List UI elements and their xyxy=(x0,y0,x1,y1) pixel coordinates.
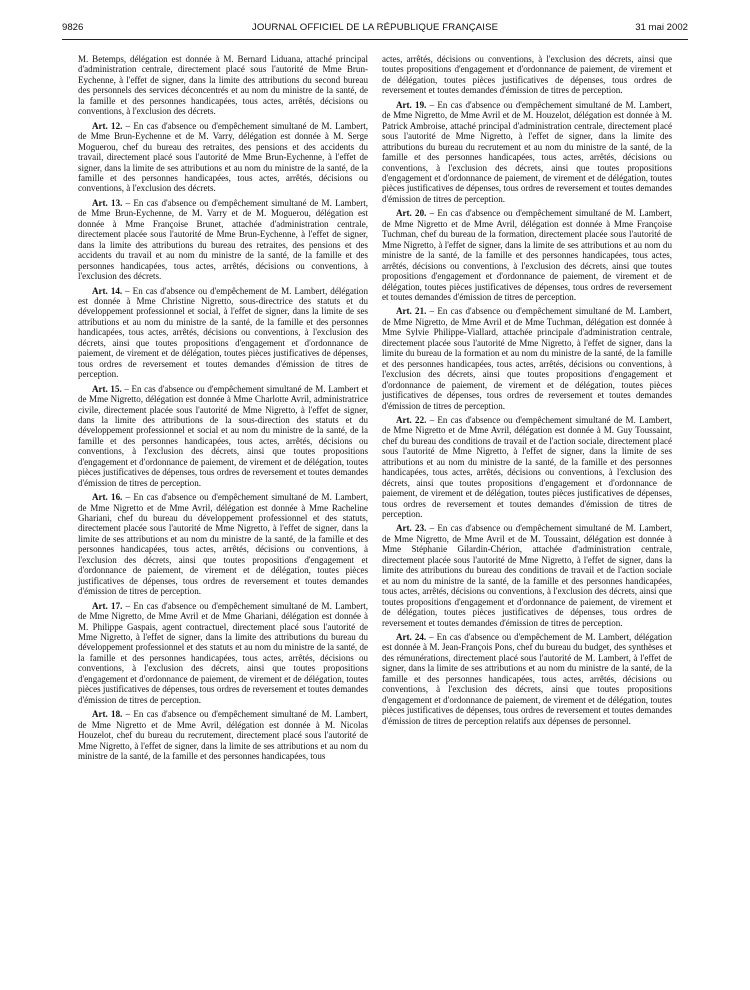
article-16 xyxy=(78,492,368,597)
article-14 xyxy=(78,286,368,380)
article-text: – En cas d'absence ou d'empêchement simultané de M. Lambert, de Mme Nigretto et de Mme Avril, délégation est donnée à M. Nicolas Houzelot, chef du bureau du recrutement, directement placé sous l'autorité de Mme Nigretto, à l'effet de signer, dans la limite de ses attributions et au nom du ministre de la santé, de la famille et des personnes handicapées, tous xyxy=(78,709,368,761)
article-label: Art. 20. xyxy=(396,208,427,219)
article-text: – En cas d'absence ou d'empêchement simultané de M. Lambert, de Mme Brun-Eychenne et de M. Varry, délégation est donnée à M. Serge Moguerou, chef du bureau des retraites, des pensions et des accidents du travail, directement placé sous l'autorité de Mme Brun-Eychenne, à l'effet de signer, dans la limite de ses attributions et au nom du ministre de la santé, de la famille et des personnes handicapées, tous actes, arrêtés, décisions ou conventions, à l'exclusion des décrets. xyxy=(78,120,368,194)
paragraph-continuation xyxy=(78,54,368,117)
article-22 xyxy=(382,415,672,520)
article-21 xyxy=(382,306,672,411)
paragraph-continuation xyxy=(382,54,672,96)
left-column xyxy=(78,54,368,765)
article-text: – En cas d'absence ou d'empêchement de M. Lambert, délégation est donnée à Mme Christine Nigretto, sous-directrice des statuts et du développement professionnel et social, à l'effet de signer, dans la limite de ses attributions et au nom du ministre de la santé, de la famille et des personnes handicapées, tous actes, arrêtés, décisions ou conventions, à l'exclusion des décrets, ainsi que toutes propositions d'engagement et d'ordonnance de paiement, de virement et de délégation, toutes pièces justificatives de dépenses, tous ordres de reversement et toutes demandes d'émission de titres de perception. xyxy=(78,285,368,380)
article-label: Art. 12. xyxy=(92,120,123,131)
article-text: – En cas d'absence ou d'empêchement simultané de M. Lambert, de Mme Nigretto et de Mme Avril, délégation est donnée à Mme Racheline Ghariani, chef du bureau du développement professionnel et des statuts, directement placée sous l'autorité de Mme Nigretto, à l'effet de signer, dans la limite de ses attributions et au nom du ministre de la santé, de la famille et des personnes handicapées, tous actes, arrêtés, décisions ou conventions, à l'exclusion des décrets, ainsi que toutes propositions d'engagement et d'ordonnance de paiement, de virement et de délégation, toutes pièces justificatives de dépenses, tous ordres de reversement et toutes demandes d'émission de titres de perception. xyxy=(78,492,368,597)
article-text: – En cas d'absence ou d'empêchement simultané de M. Lambert et de Mme Nigretto, délégation est donnée à Mme Charlotte Avril, administratrice civile, directement placée sous l'autorité de Mme Nigretto, à l'effet de signer, dans la limite des attributions de la sous-direction des statuts et du développement professionnel et social et au nom du ministre de la santé, de la famille et des personnes handicapées, tous actes, arrêtés, décisions ou conventions, à l'exclusion des décrets, ainsi que toutes propositions d'engagement et d'ordonnance de paiement, de virement et de délégation, toutes pièces justificatives de dépenses, tous ordres de reversement et toutes demandes d'émission de titres de perception. xyxy=(78,383,368,488)
article-label: Art. 16. xyxy=(92,492,123,503)
article-18 xyxy=(78,709,368,761)
article-label: Art. 18. xyxy=(92,709,123,720)
header-rule xyxy=(62,39,688,40)
article-label: Art. 15. xyxy=(92,383,122,394)
article-24 xyxy=(382,632,672,726)
paragraph-text: M. Betemps, délégation est donnée à M. Bernard Liduana, attaché principal d'administration centrale, directement placé sous l'autorité de Mme Brun-Eychenne, à l'effet de signer, dans la limite des attributions du second bureau des personnels des services déconcentrés et au nom du ministre de la santé, de la famille et des personnes handicapées, tous actes, arrêtés, décisions ou conventions, à l'exclusion des décrets. xyxy=(78,54,368,117)
article-13 xyxy=(78,198,368,282)
article-label: Art. 21. xyxy=(396,306,427,317)
article-label: Art. 23. xyxy=(396,523,427,534)
article-label: Art. 17. xyxy=(92,600,123,611)
article-17 xyxy=(78,601,368,706)
article-19 xyxy=(382,100,672,205)
article-text: – En cas d'absence ou d'empêchement simultané de M. Lambert, de Mme Nigretto et de Mme Avril, délégation est donnée à Mme Françoise Tuchman, chef du bureau de la formation, directement placée sous l'autorité de Mme Nigretto, à l'effet de signer, dans la limite de ses attributions et au nom du ministre de la santé, de la famille et des personnes handicapées, tous actes, arrêtés, décisions ou conventions, à l'exclusion des décrets, ainsi que toutes propositions d'engagement et d'ordonnance de paiement, de virement et de délégation, toutes pièces justificatives de dépenses, tous ordres de reversement et toutes demandes d'émission de titres de perception. xyxy=(382,208,672,302)
article-label: Art. 24. xyxy=(396,632,427,643)
right-column xyxy=(382,54,672,730)
article-text: – En cas d'absence ou d'empêchement simultané de M. Lambert, de Mme Nigretto, de Mme Avril et de Mme Tuchman, délégation est donnée à Mme Sylvie Philippe-Viallard, attachée principale d'administration centrale, directement placée sous l'autorité de Mme Nigretto, à l'effet de signer, dans la limite du bureau de la formation et au nom du ministre de la santé, de la famille et des personnes handicapées, tous actes, arrêtés, décisions ou conventions, à l'exclusion des décrets, ainsi que toutes propositions d'engagement et d'ordonnance de paiement, de virement et de délégation, toutes pièces justificatives de dépenses, tous ordres de reversement et toutes demandes d'émission de titres de perception. xyxy=(382,306,672,411)
publication-date: 31 mai 2002 xyxy=(635,22,688,33)
page-header xyxy=(62,22,688,38)
article-text: – En cas d'absence ou d'empêchement de M. Lambert, délégation est donnée à M. Jean-François Pons, chef du bureau du budget, des synthèses et des rémunérations, directement placé sous l'autorité de M. Lambert, à l'effet de signer, dans la limite de ses attributions et au nom du ministre de la santé, de la famille et des personnes handicapées, tous actes, arrêtés, décisions ou conventions, à l'exclusion des décrets, ainsi que toutes propositions d'engagement et d'ordonnance de paiement, de virement et de délégation, toutes pièces justificatives de dépenses, tous ordres de reversement et toutes demandes d'émission de titres de perception relatifs aux dépenses de personnel. xyxy=(382,632,672,726)
article-15 xyxy=(78,384,368,489)
paragraph-text: actes, arrêtés, décisions ou conventions, à l'exclusion des décrets, ainsi que toutes propositions d'engagement et d'ordonnance de paiement, de virement et de délégation, toutes pièces justificatives de dépenses, tous ordres de reversement et toutes demandes d'émission de titres de perception. xyxy=(382,54,672,96)
article-label: Art. 22. xyxy=(396,414,427,425)
article-text: – En cas d'absence ou d'empêchement simultané de M. Lambert, de Mme Nigretto, de Mme Avril et de M. Houzelot, délégation est donnée à M. Patrick Ambroise, attaché principal d'administration centrale, directement placé sous l'autorité de Mme Nigretto, à l'effet de signer, dans la limite des attributions du bureau du recrutement et au nom du ministre de la santé, de la famille et des personnes handicapées, tous actes, arrêtés, décisions ou conventions, à l'exclusion des décrets, ainsi que toutes propositions d'engagement et d'ordonnance de paiement, de virement et de délégation, toutes pièces justificatives de dépenses, tous ordres de reversement et toutes demandes d'émission de titres de perception. xyxy=(382,99,672,204)
page-number: 9826 xyxy=(62,22,84,33)
article-label: Art. 19. xyxy=(396,99,427,110)
article-12 xyxy=(78,121,368,194)
article-text: – En cas d'absence ou d'empêchement simultané de M. Lambert, de Mme Nigretto, de Mme Avril et de M. Toussaint, délégation est donnée à Mme Stéphanie Gilardin-Chérion, attachée d'administration centrale, directement placée sous l'autorité de Mme Nigretto, à l'effet de signer, dans la limite des attributions du bureau des conditions de travail et de l'action sociale et au nom du ministre de la santé, de la famille et des personnes handicapées, tous actes, arrêtés, décisions ou conventions, à l'exclusion des décrets, ainsi que toutes propositions d'engagement et d'ordonnance de paiement, de virement et de délégation, toutes pièces justificatives de dépenses, tous ordres de reversement et toutes demandes d'émission de titres de perception. xyxy=(382,523,672,628)
article-text: – En cas d'absence ou d'empêchement simultané de M. Lambert, de Mme Nigretto, de Mme Avril et de Mme Ghariani, délégation est donnée à M. Philippe Gaspais, agent contractuel, directement placé sous l'autorité de Mme Nigretto, à l'effet de signer, dans la limite des attributions du bureau du développement professionnel et des statuts et au nom du ministre de la santé, de la famille et des personnes handicapées, tous actes, arrêtés, décisions ou conventions, à l'exclusion des décrets, ainsi que toutes propositions d'engagement et d'ordonnance de paiement, de virement et de délégation, toutes pièces justificatives de dépenses, tous ordres de reversement et toutes demandes d'émission de titres de perception. xyxy=(78,600,368,705)
article-label: Art. 13. xyxy=(92,197,123,208)
article-23 xyxy=(382,523,672,628)
article-text: – En cas d'absence ou d'empêchement simultané de M. Lambert, de Mme Brun-Eychenne, de M. Varry et de M. Moguerou, délégation est donnée à Mme Françoise Brunet, attachée d'administration centrale, directement placée sous l'autorité de Mme Brun-Eychenne, à l'effet de signer, dans la limite des attributions du bureau des retraites, des pensions et des accidents du travail et au nom du ministre de la santé, de la famille et des personnes handicapées, tous actes, arrêtés, décisions ou conventions, à l'exclusion des décrets. xyxy=(78,197,368,282)
article-label: Art. 14. xyxy=(92,285,123,296)
journal-title: JOURNAL OFFICIEL DE LA RÉPUBLIQUE FRANÇAISE xyxy=(251,22,499,33)
article-20 xyxy=(382,208,672,302)
article-text: – En cas d'absence ou d'empêchement simultané de M. Lambert, de Mme Nigretto et de Mme Avril, délégation est donnée à M. Guy Toussaint, chef du bureau des conditions de travail et de l'action sociale, directement placé sous l'autorité de Mme Nigretto, à l'effet de signer, dans la limite de ses attributions et au nom du ministre de la santé, de la famille et des personnes handicapées, tous actes, arrêtés, décisions ou conventions, à l'exclusion des décrets, ainsi que toutes propositions d'engagement et d'ordonnance de paiement, de virement et de délégation, toutes pièces justificatives de dépenses, tous ordres de reversement et toutes demandes d'émission de titres de perception. xyxy=(382,414,672,520)
